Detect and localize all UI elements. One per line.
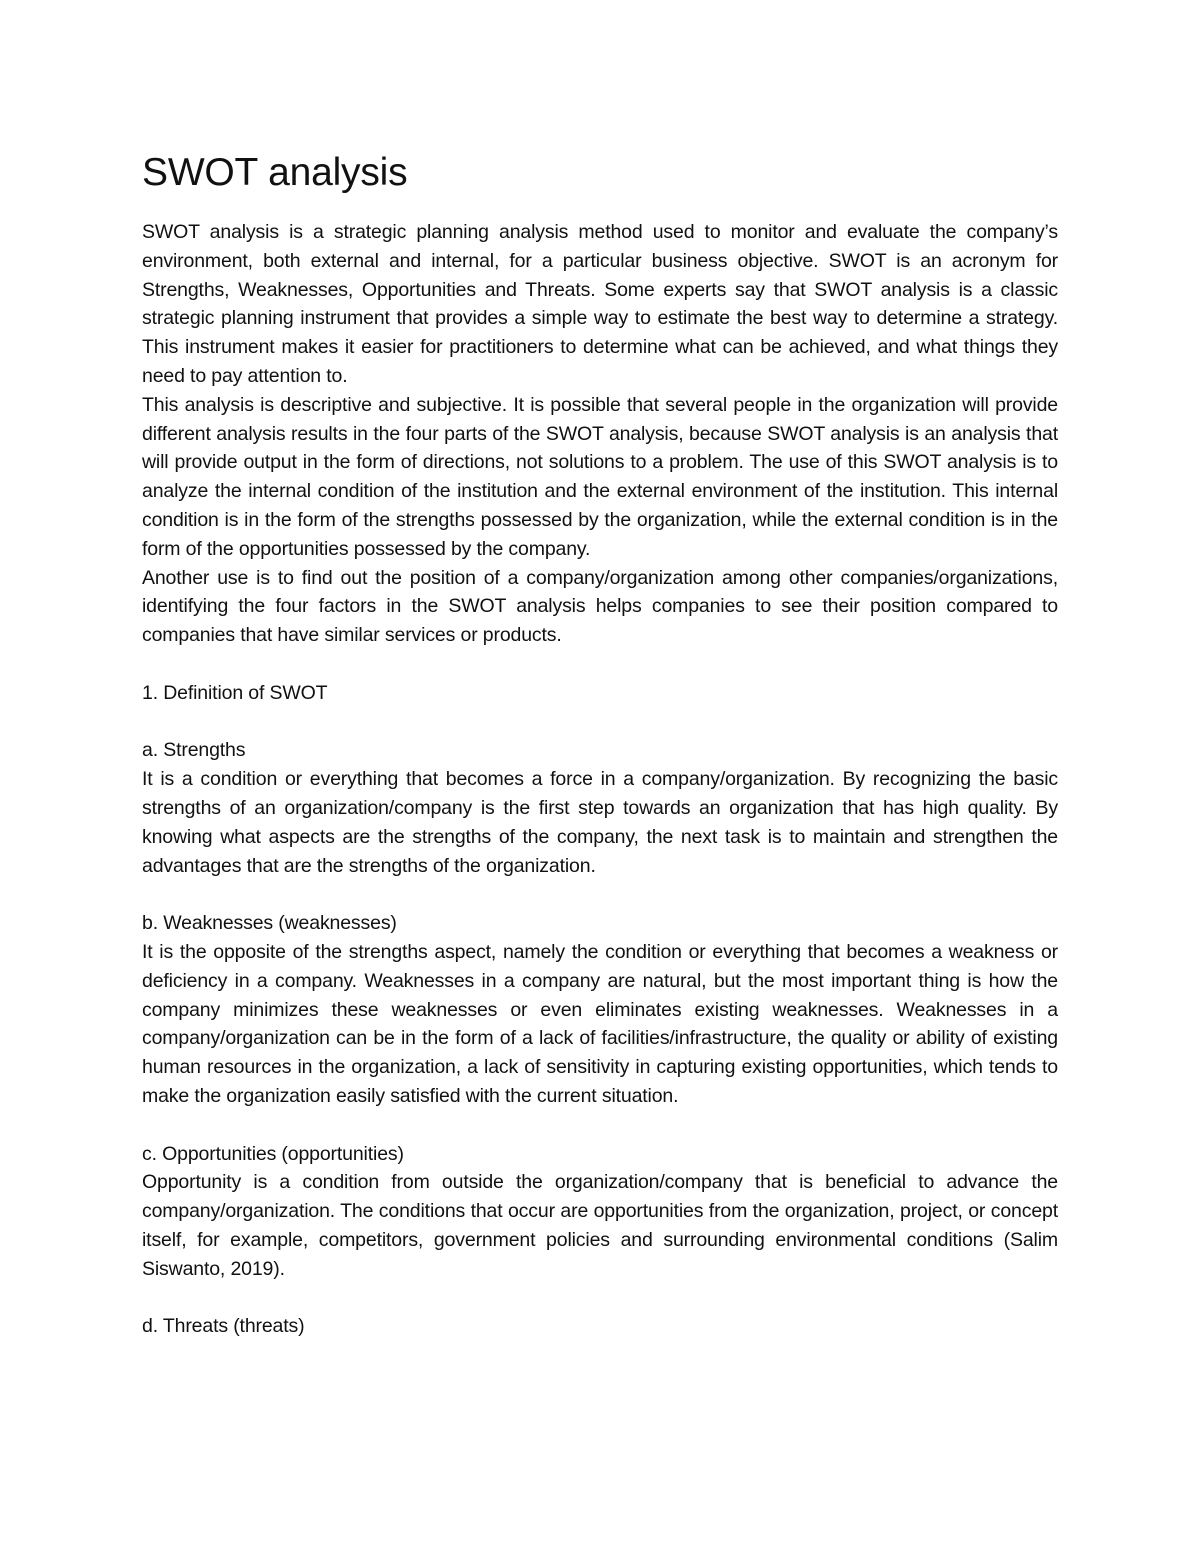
section-heading: 1. Definition of SWOT <box>142 681 328 704</box>
spacer <box>142 708 1058 737</box>
subsection-heading-strengths: a. Strengths <box>142 739 246 762</box>
subsection-body-strengths: It is a condition or everything that becomes a force in a company/organization. By recognizing the basic strengths of an organization/company is the first step towards an organization that has high quality. By knowing what aspects are the strengths of the company, the next task is to maintain and strengthen the advantages that are the strengths of the organization. <box>142 768 1058 877</box>
document-title: SWOT analysis <box>142 151 408 194</box>
intro-paragraph-2: This analysis is descriptive and subjective. It is possible that several people in the organization will provide different analysis results in the four parts of the SWOT analysis, because SWOT analysis is an analysis that will provide output in the form of directions, not solutions to a problem. The use of this SWOT analysis is to analyze the internal condition of the institution and the external environment of the institution. This internal condition is in the form of the strengths possessed by the organization, while the external condition is in the form of the opportunities possessed by the company. <box>142 393 1058 560</box>
subsection-body-weaknesses: It is the opposite of the strengths aspect, namely the condition or everything that becomes a weakness or deficiency in a company. Weaknesses in a company are natural, but the most important thing is how the company minimizes these weaknesses or even eliminates existing weaknesses. Weaknesses in a company/organization can be in the form of a lack of facilities/infrastructure, the quality or ability of existing human resources in the organization, a lack of sensitivity in capturing existing opportunities, which tends to make the organization easily satisfied with the current situation. <box>142 940 1058 1107</box>
spacer <box>142 880 1058 909</box>
subsection-heading-threats: d. Threats (threats) <box>142 1315 305 1338</box>
spacer <box>142 650 1058 679</box>
intro-paragraph-3: Another use is to find out the position of a company/organization among other companies/organizations, identifying the four factors in the SWOT analysis helps companies to see their position compared to companies that have similar services or products. <box>142 566 1058 647</box>
subsection-body-opportunities: Opportunity is a condition from outside the organization/company that is beneficial to advance the company/organization. The conditions that occur are opportunities from the organization, project, or concept itself, for example, competitors, government policies and surrounding environmental conditions (Salim Siswanto, 2019). <box>142 1171 1058 1280</box>
subsection-heading-weaknesses: b. Weaknesses (weaknesses) <box>142 912 397 935</box>
spacer <box>142 1111 1058 1140</box>
intro-paragraph-1: SWOT analysis is a strategic planning analysis method used to monitor and evaluate the company’s environment, both external and internal, for a particular business objective. SWOT is an acronym for Strengths, Weaknesses, Opportunities and Threats. Some experts say that SWOT analysis is a classic strategic planning instrument that provides a simple way to estimate the best way to determine a strategy. This instrument makes it easier for practitioners to determine what can be achieved, and what things they need to pay attention to. <box>142 221 1058 387</box>
document-page <box>142 150 1058 1341</box>
spacer <box>142 1283 1058 1312</box>
subsection-heading-opportunities: c. Opportunities (opportunities) <box>142 1142 404 1165</box>
